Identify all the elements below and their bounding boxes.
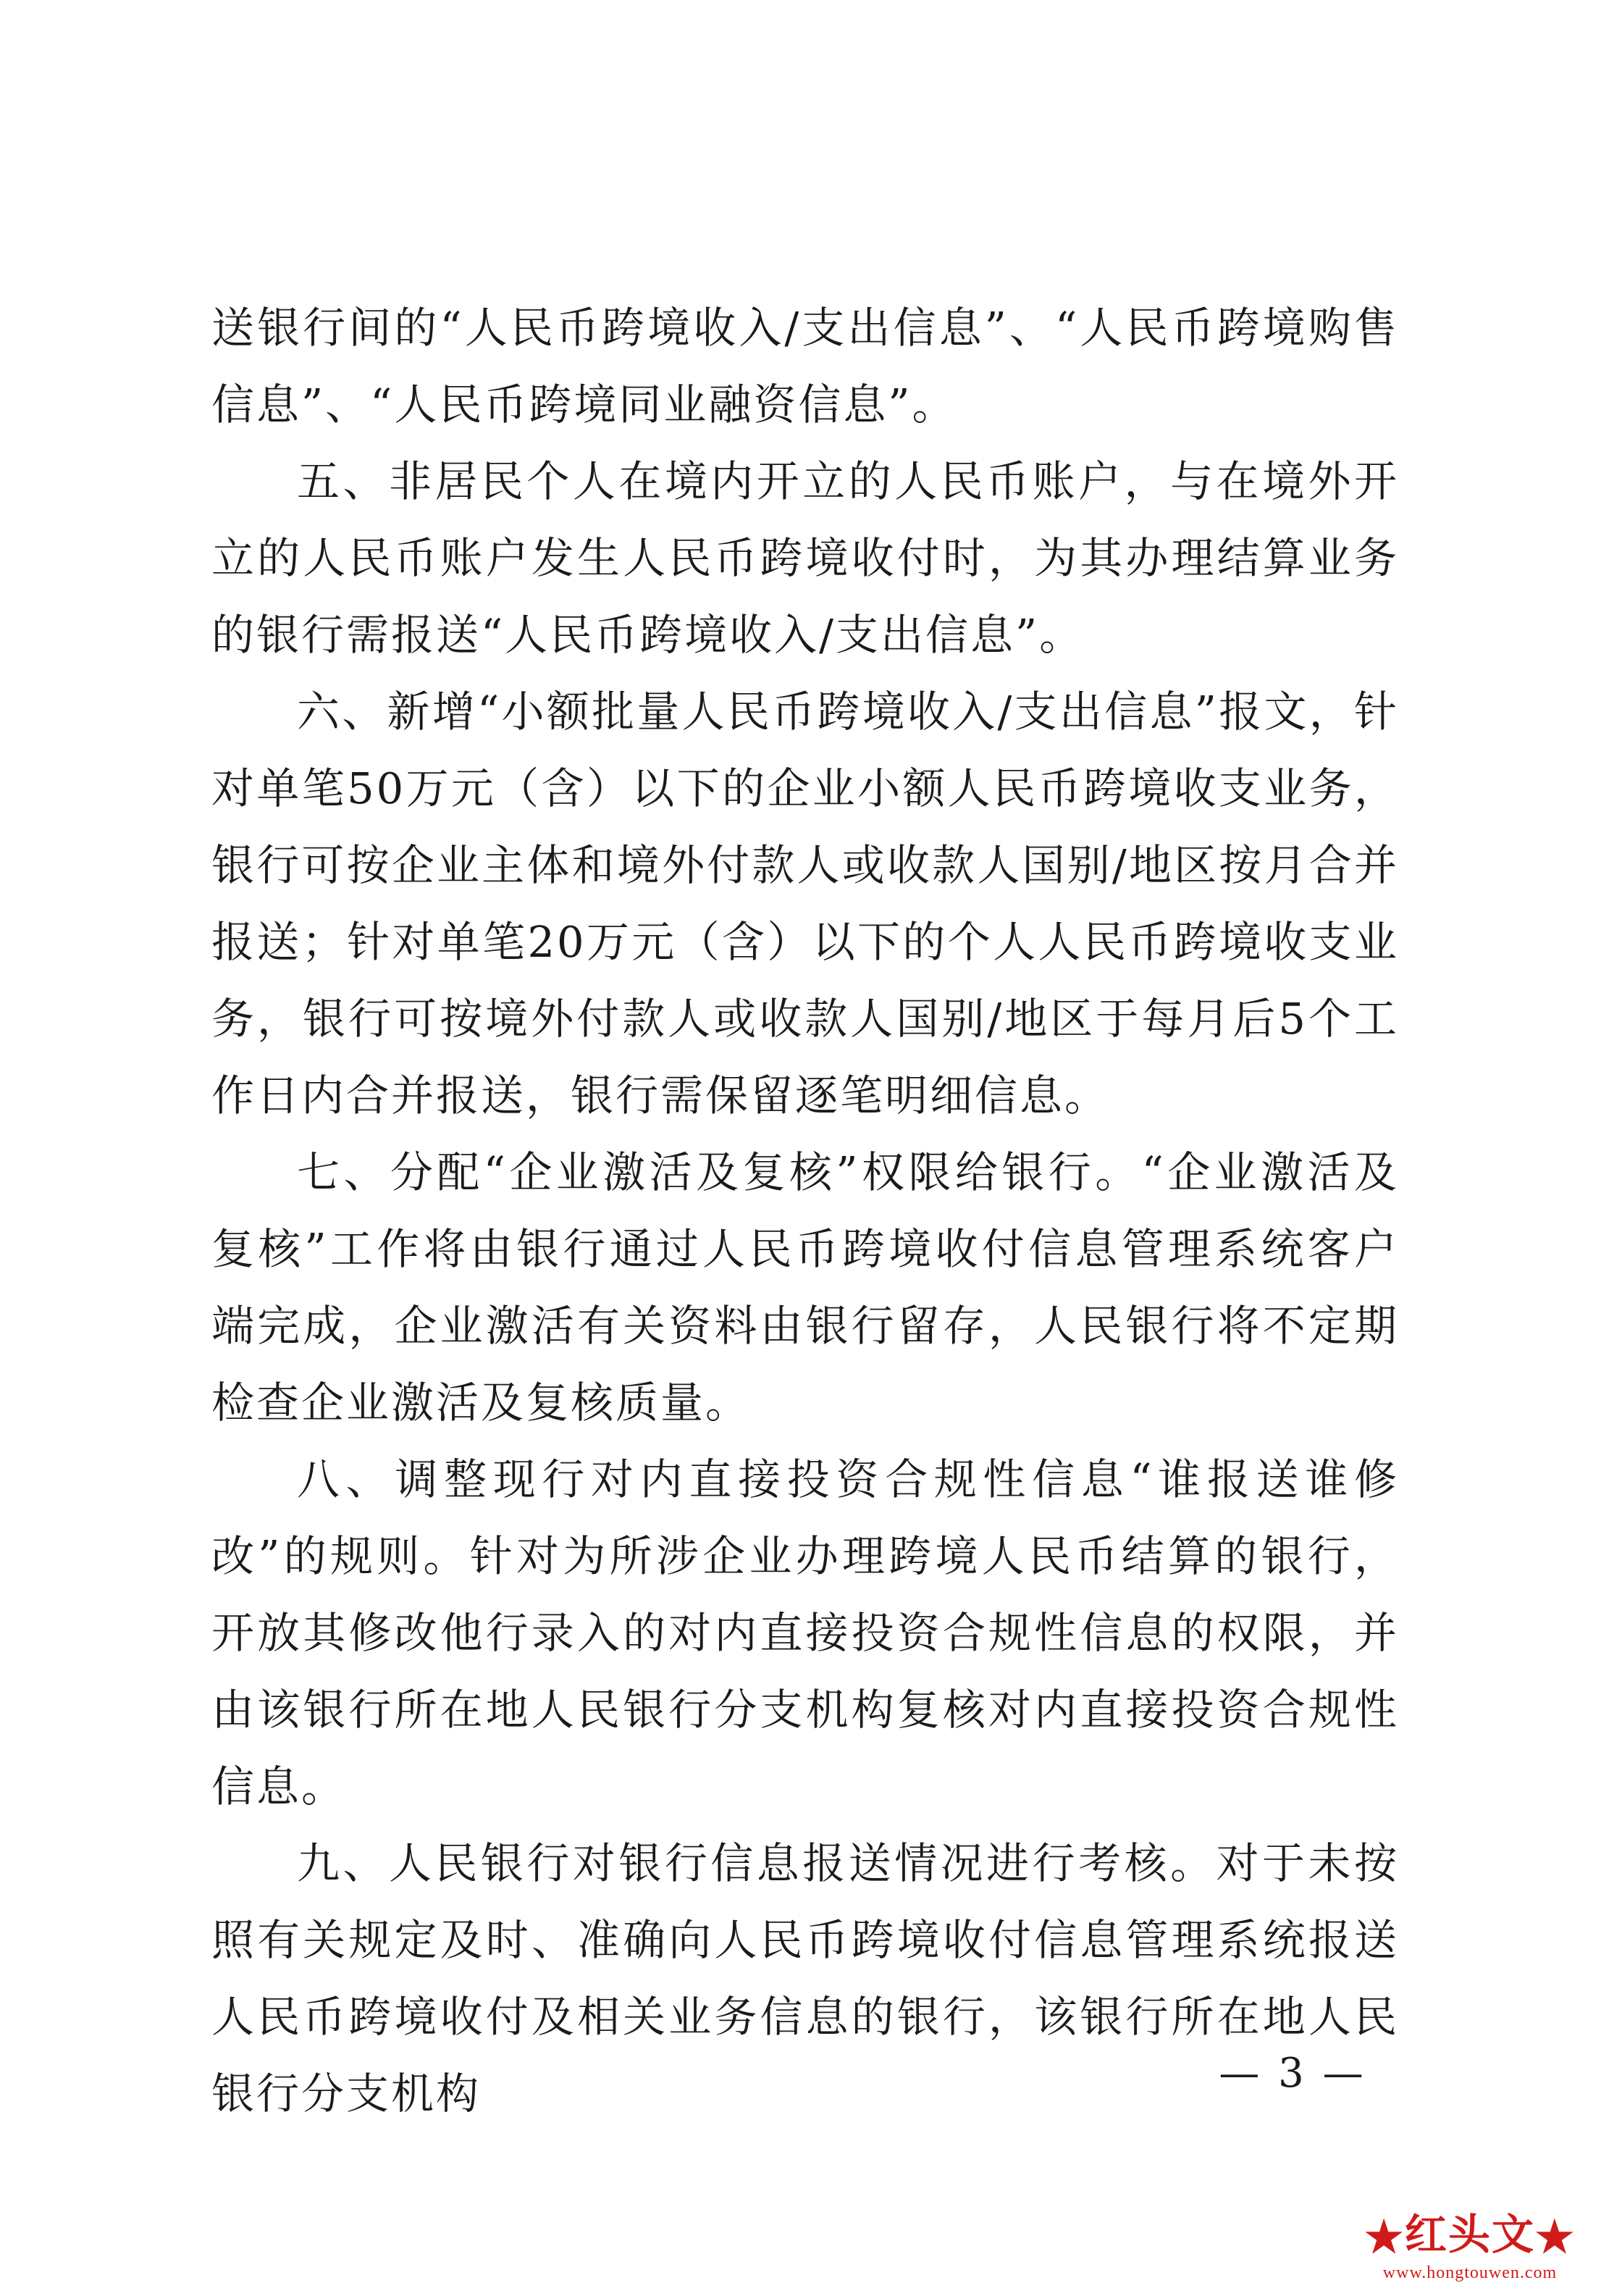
star-icon: ★ [1535, 2212, 1576, 2263]
document-body [211, 290, 1399, 2132]
watermark-title-row [1340, 2209, 1600, 2263]
paragraph: 八、调整现行对内直接投资合规性信息“谁报送谁修改”的规则。针对为所涉企业办理跨境人民币结算的银行，开放其修改他行录入的对内直接投资合规性信息的权限，并由该银行所在地人民银行分支机构复核对内直接投资合规性信息。 [211, 1454, 1399, 1811]
paragraph: 七、分配“企业激活及复核”权限给银行。“企业激活及复核”工作将由银行通过人民币跨境收付信息管理系统客户端完成，企业激活有关资料由银行留存，人民银行将不定期检查企业激活及复核质量。 [211, 1147, 1399, 1428]
page-number: — 3 — [1219, 2050, 1366, 2097]
paragraph: 五、非居民个人在境内开立的人民币账户，与在境外开立的人民币账户发生人民币跨境收付时，为其办理结算业务的银行需报送“人民币跨境收入/支出信息”。 [211, 456, 1399, 660]
paragraph: 六、新增“小额批量人民币跨境收入/支出信息”报文，针对单笔50万元（含）以下的企业小额人民币跨境收支业务，银行可按企业主体和境外付款人或收款人国别/地区按月合并报送；针对单笔20万元（含）以下的个人人民币跨境收支业务，银行可按境外付款人或收款人国别/地区于每月后5个工作日内合并报送，银行需保留逐笔明细信息。 [211, 687, 1399, 1120]
watermark-url: www.hongtouwen.com [1382, 2263, 1558, 2282]
paragraph: 九、人民银行对银行信息报送情况进行考核。对于未按照有关规定及时、准确向人民币跨境收付信息管理系统报送人民币跨境收付及相关业务信息的银行，该银行所在地人民银行分支机构 [211, 1838, 1399, 2119]
watermark-title: 红头文 [1404, 2210, 1535, 2259]
star-icon: ★ [1364, 2212, 1405, 2263]
watermark-logo [1340, 2209, 1600, 2283]
paragraph: 送银行间的“人民币跨境收入/支出信息”、“人民币跨境购售信息”、“人民币跨境同业融资信息”。 [211, 303, 1399, 430]
